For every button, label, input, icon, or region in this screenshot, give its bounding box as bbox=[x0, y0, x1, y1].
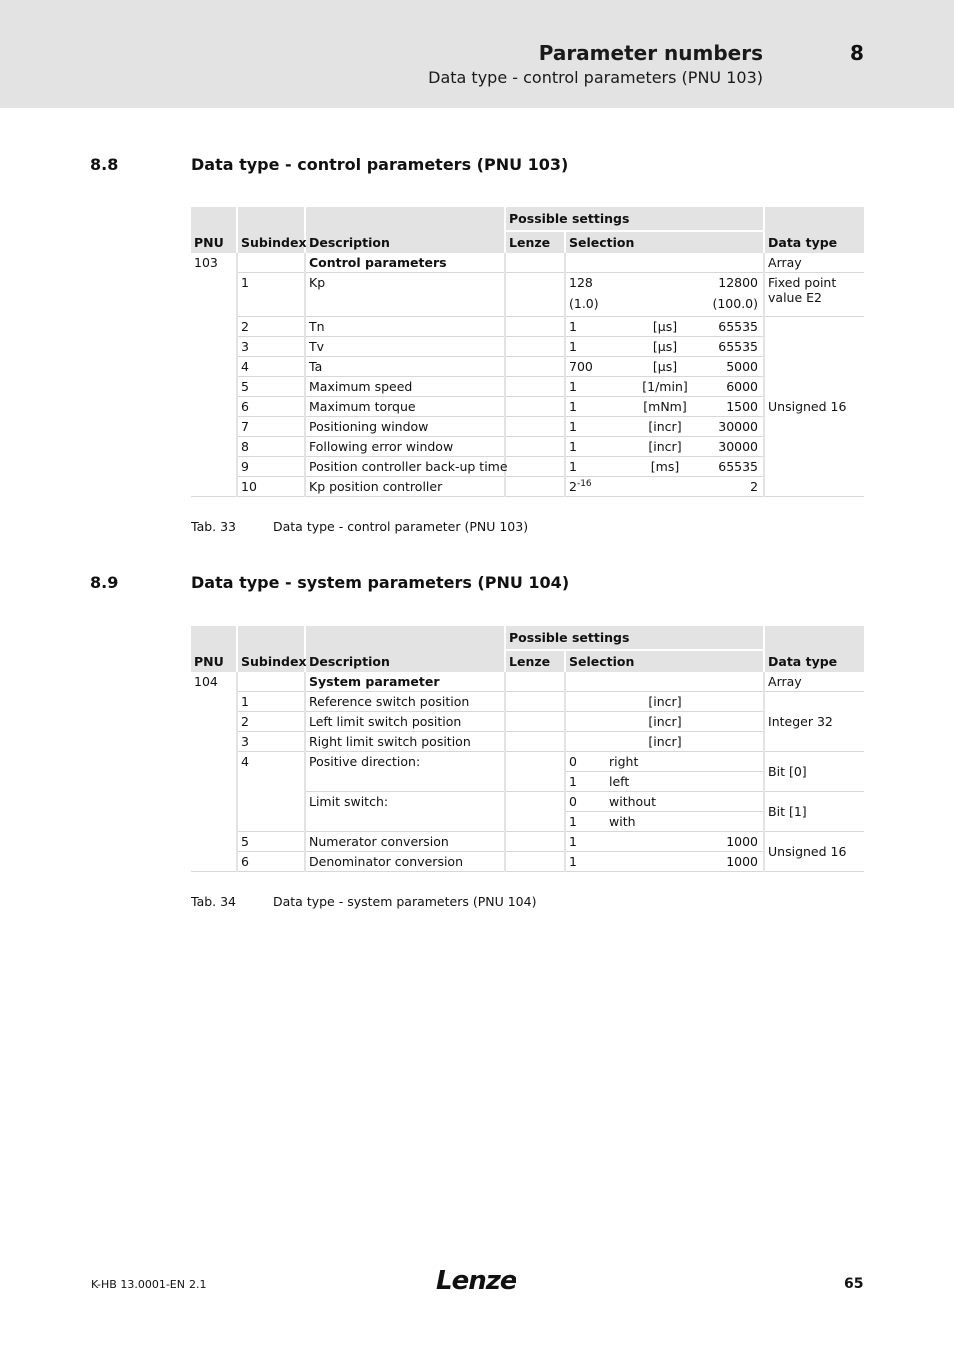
selection-min: 1 bbox=[569, 834, 577, 849]
caption-text: Data type - system parameters (PNU 104) bbox=[273, 894, 537, 909]
selection-max-scaled: (100.0) bbox=[712, 296, 759, 311]
subindex-cell: 4 bbox=[237, 752, 305, 832]
subindex-cell: 9 bbox=[237, 457, 305, 477]
selection-max: 30000 bbox=[718, 419, 759, 434]
col-header-subindex: Subindex bbox=[237, 207, 305, 253]
page-header bbox=[0, 0, 954, 108]
document-version: 2.1 bbox=[189, 1278, 207, 1291]
group-title: System parameter bbox=[305, 672, 505, 692]
col-header-description: Description bbox=[305, 207, 505, 253]
chapter-number: 8 bbox=[850, 41, 864, 65]
selection-min: 1 bbox=[569, 399, 577, 414]
selection-unit: [mNm] bbox=[643, 399, 687, 414]
subindex-cell: 6 bbox=[237, 852, 305, 872]
selection-min: 700 bbox=[569, 359, 593, 374]
selection-unit: [µs] bbox=[652, 359, 678, 374]
section-title: Data type - system parameters (PNU 104) bbox=[191, 573, 570, 592]
selection-min: 1 bbox=[569, 459, 577, 474]
selection-unit: [incr] bbox=[648, 694, 682, 709]
control-parameters-table bbox=[191, 207, 864, 497]
col-header-possible-settings: Possible settings bbox=[505, 207, 764, 231]
pnu-cell: 103 bbox=[191, 253, 237, 497]
option-label: without bbox=[609, 794, 656, 809]
col-header-data-type: Data type bbox=[764, 626, 864, 672]
description-cell: Maximum speed bbox=[305, 377, 505, 397]
col-header-pnu: PNU bbox=[191, 207, 237, 253]
data-type-cell: Fixed point value E2 bbox=[764, 273, 864, 317]
chapter-title: Parameter numbers bbox=[538, 41, 763, 65]
selection-max: 1500 bbox=[726, 399, 759, 414]
selection-unit: [1/min] bbox=[642, 379, 688, 394]
subindex-cell: 2 bbox=[237, 712, 305, 732]
subindex-cell: 4 bbox=[237, 357, 305, 377]
subindex-cell: 1 bbox=[237, 273, 305, 317]
subindex-cell: 10 bbox=[237, 477, 305, 497]
selection-max: 5000 bbox=[726, 359, 759, 374]
selection-min bbox=[569, 477, 592, 496]
option-label: with bbox=[609, 814, 636, 829]
selection-min: 1 bbox=[569, 379, 577, 394]
group-title: Control parameters bbox=[305, 253, 505, 273]
description-cell: Position controller back-up time bbox=[305, 457, 505, 477]
col-header-lenze: Lenze bbox=[505, 231, 565, 253]
selection-unit: [incr] bbox=[648, 419, 682, 434]
selection-unit: [ms] bbox=[650, 459, 680, 474]
col-header-lenze: Lenze bbox=[505, 650, 565, 672]
selection-unit: [µs] bbox=[652, 339, 678, 354]
option-value: 1 bbox=[569, 814, 577, 829]
selection-max: 2 bbox=[750, 479, 759, 494]
selection-max: 65535 bbox=[718, 459, 759, 474]
subindex-cell: 7 bbox=[237, 417, 305, 437]
selection-max: 12800 bbox=[718, 275, 759, 290]
selection-max: 1000 bbox=[726, 854, 759, 869]
selection-unit: [µs] bbox=[652, 319, 678, 334]
description-cell: Following error window bbox=[305, 437, 505, 457]
data-type-cell: Bit [0] bbox=[764, 752, 864, 792]
selection-unit: [incr] bbox=[648, 439, 682, 454]
description-cell: Reference switch position bbox=[305, 692, 505, 712]
selection-max: 30000 bbox=[718, 439, 759, 454]
caption-text: Data type - control parameter (PNU 103) bbox=[273, 519, 529, 534]
section-title: Data type - control parameters (PNU 103) bbox=[191, 155, 569, 174]
page-number: 65 bbox=[844, 1276, 864, 1292]
header-subtitle: Data type - control parameters (PNU 103) bbox=[428, 68, 763, 87]
data-type-cell: Unsigned 16 bbox=[764, 317, 864, 497]
col-header-possible-settings: Possible settings bbox=[505, 626, 764, 650]
caption-number: Tab. 34 bbox=[191, 894, 237, 909]
subindex-cell: 8 bbox=[237, 437, 305, 457]
data-type-cell: Array bbox=[764, 672, 864, 692]
option-label: left bbox=[609, 774, 630, 789]
system-parameters-table bbox=[191, 626, 864, 872]
description-cell: Tv bbox=[305, 337, 505, 357]
description-cell: Positive direction: bbox=[305, 752, 505, 792]
selection-unit: [incr] bbox=[648, 714, 682, 729]
selection-min-exponent: -16 bbox=[576, 478, 592, 489]
option-value: 0 bbox=[569, 794, 577, 809]
section-number: 8.8 bbox=[90, 155, 119, 174]
subindex-cell: 3 bbox=[237, 337, 305, 357]
description-cell: Tn bbox=[305, 317, 505, 337]
subindex-cell: 2 bbox=[237, 317, 305, 337]
subindex-cell: 6 bbox=[237, 397, 305, 417]
selection-min: 1 bbox=[569, 339, 577, 354]
col-header-pnu: PNU bbox=[191, 626, 237, 672]
lenze-logo bbox=[436, 1266, 516, 1296]
option-value: 1 bbox=[569, 774, 577, 789]
selection-min: 1 bbox=[569, 854, 577, 869]
selection-min-base: 2 bbox=[569, 479, 577, 494]
selection-max: 65535 bbox=[718, 319, 759, 334]
option-label: right bbox=[609, 754, 639, 769]
col-header-subindex: Subindex bbox=[237, 626, 305, 672]
col-header-description: Description bbox=[305, 626, 505, 672]
selection-min: 1 bbox=[569, 439, 577, 454]
description-cell: Limit switch: bbox=[305, 792, 505, 832]
description-cell: Kp position controller bbox=[305, 477, 505, 497]
data-type-cell: Array bbox=[764, 253, 864, 273]
selection-min: 128 bbox=[569, 275, 593, 290]
description-cell: Maximum torque bbox=[305, 397, 505, 417]
col-header-selection: Selection bbox=[565, 231, 764, 253]
logo-text: Lenze bbox=[436, 1266, 516, 1296]
pnu-cell: 104 bbox=[191, 672, 237, 872]
data-type-cell: Bit [1] bbox=[764, 792, 864, 832]
description-cell: Numerator conversion bbox=[305, 832, 505, 852]
caption-number: Tab. 33 bbox=[191, 519, 237, 534]
selection-min-scaled: (1.0) bbox=[569, 296, 599, 311]
subindex-cell: 5 bbox=[237, 377, 305, 397]
col-header-selection: Selection bbox=[565, 650, 764, 672]
selection-max: 1000 bbox=[726, 834, 759, 849]
description-cell: Left limit switch position bbox=[305, 712, 505, 732]
data-type-cell: Integer 32 bbox=[764, 692, 864, 752]
selection-min: 1 bbox=[569, 319, 577, 334]
description-cell: Denominator conversion bbox=[305, 852, 505, 872]
subindex-cell: 3 bbox=[237, 732, 305, 752]
selection-unit: [incr] bbox=[648, 734, 682, 749]
data-type-cell: Unsigned 16 bbox=[764, 832, 864, 872]
description-cell: Kp bbox=[305, 273, 505, 317]
subindex-cell: 5 bbox=[237, 832, 305, 852]
description-cell: Positioning window bbox=[305, 417, 505, 437]
option-value: 0 bbox=[569, 754, 577, 769]
document-id: K-HB 13.0001-EN bbox=[91, 1278, 185, 1291]
subindex-cell: 1 bbox=[237, 692, 305, 712]
col-header-data-type: Data type bbox=[764, 207, 864, 253]
selection-min: 1 bbox=[569, 419, 577, 434]
section-number: 8.9 bbox=[90, 573, 119, 592]
selection-max: 65535 bbox=[718, 339, 759, 354]
description-cell: Ta bbox=[305, 357, 505, 377]
description-cell: Right limit switch position bbox=[305, 732, 505, 752]
selection-max: 6000 bbox=[726, 379, 759, 394]
